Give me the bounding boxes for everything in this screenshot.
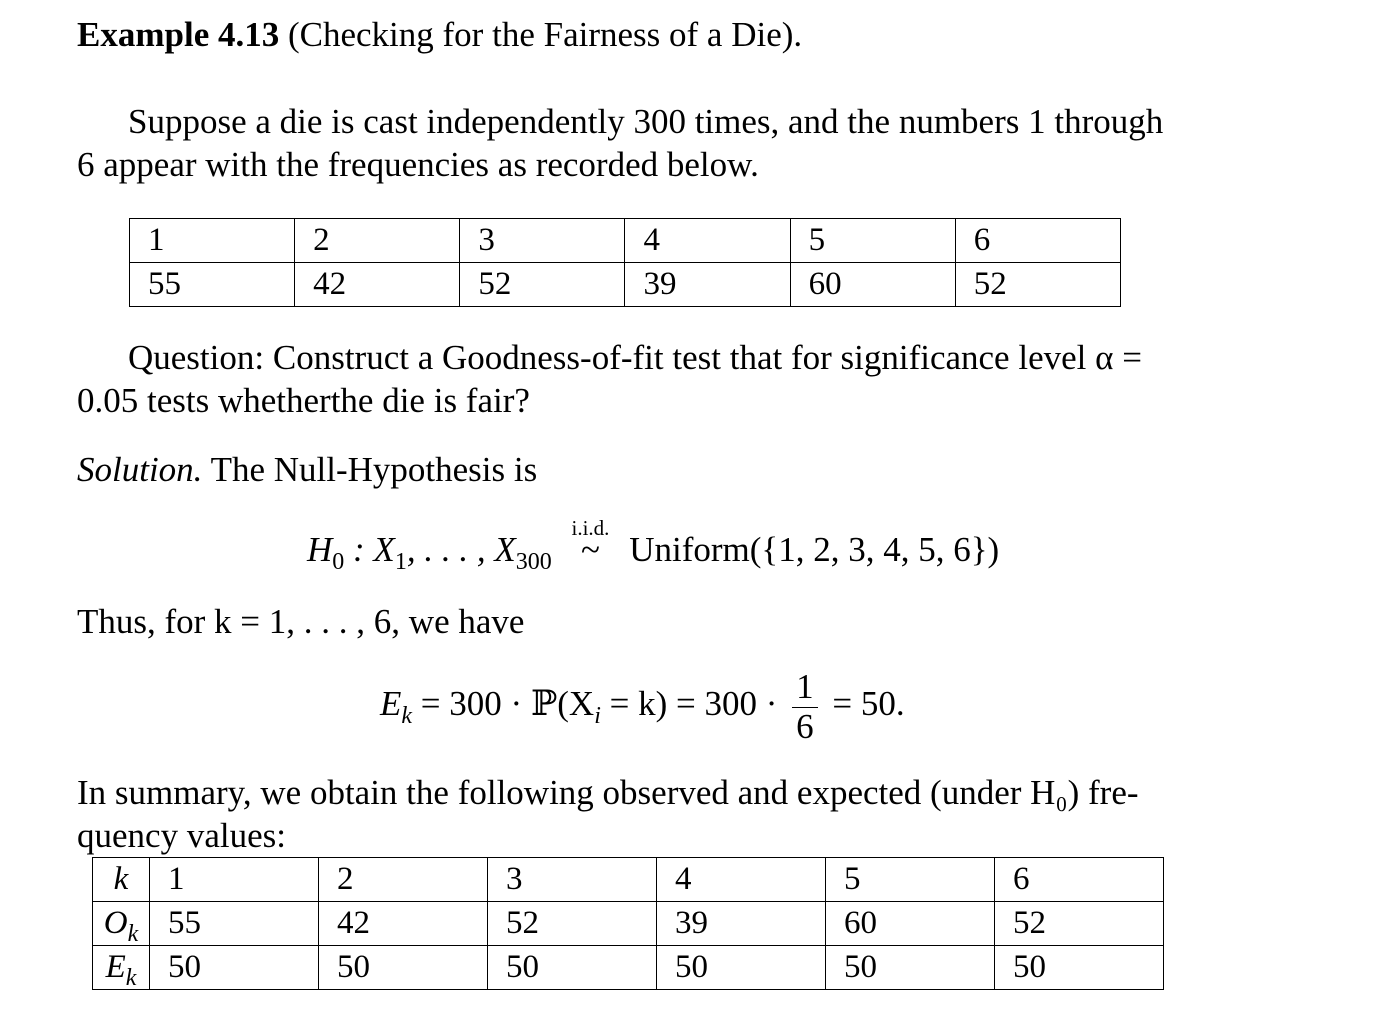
k-cell: 6 bbox=[995, 858, 1164, 902]
observed-cell: 55 bbox=[150, 902, 319, 946]
k-cell: 2 bbox=[319, 858, 488, 902]
count-cell: 42 bbox=[295, 263, 460, 307]
solution-label: Solution. bbox=[77, 450, 203, 489]
ek-prob-rest: = k) = 300 · bbox=[609, 684, 778, 724]
count-cell: 60 bbox=[790, 263, 955, 307]
ek-result: = 50. bbox=[832, 684, 905, 724]
ek-prob: = 300 · ℙ(X bbox=[420, 684, 595, 724]
frequency-faces-row bbox=[130, 219, 1121, 263]
example-heading bbox=[77, 17, 802, 52]
count-cell: 39 bbox=[625, 263, 790, 307]
observed-expected-table bbox=[92, 857, 1164, 990]
iid-label: i.i.d. bbox=[571, 516, 610, 540]
frequency-counts-row bbox=[130, 263, 1121, 307]
expected-cell: 50 bbox=[995, 946, 1164, 990]
ok-symbol: O bbox=[103, 905, 128, 941]
face-cell: 2 bbox=[295, 219, 460, 263]
summary-line-2: quency values: bbox=[77, 816, 286, 855]
example-number: Example 4.13 bbox=[77, 15, 280, 54]
intro-line-2: 6 appear with the frequencies as recorded below. bbox=[77, 145, 759, 184]
face-cell: 1 bbox=[130, 219, 295, 263]
observed-cell: 52 bbox=[488, 902, 657, 946]
iid-tilde bbox=[560, 516, 620, 569]
question-line-2: 0.05 tests whetherthe die is fair? bbox=[77, 381, 530, 420]
observed-cell: 60 bbox=[826, 902, 995, 946]
h0-x1: : X bbox=[353, 530, 395, 569]
fraction-denominator: 6 bbox=[796, 706, 814, 746]
k-cell: 3 bbox=[488, 858, 657, 902]
k-cell: 5 bbox=[826, 858, 995, 902]
thus-line: Thus, for k = 1, . . . , 6, we have bbox=[77, 602, 525, 641]
summary-line-1: In summary, we obtain the following observed and expected (under H₀) fre- bbox=[77, 773, 1139, 812]
count-cell: 52 bbox=[955, 263, 1120, 307]
h0-x1-sub: 1 bbox=[394, 549, 407, 575]
expected-cell: 50 bbox=[150, 946, 319, 990]
face-cell: 6 bbox=[955, 219, 1120, 263]
solution-line bbox=[77, 452, 537, 487]
face-cell: 4 bbox=[625, 219, 790, 263]
observed-cell: 42 bbox=[319, 902, 488, 946]
ek-row-sub: k bbox=[125, 965, 137, 991]
expected-cell: 50 bbox=[488, 946, 657, 990]
ek-sub: k bbox=[401, 703, 413, 730]
expected-cell: 50 bbox=[319, 946, 488, 990]
ek-row-symbol: E bbox=[105, 949, 126, 985]
fraction-numerator: 1 bbox=[792, 668, 818, 708]
h0-dots: , . . . , X bbox=[406, 530, 516, 569]
count-cell: 55 bbox=[130, 263, 295, 307]
tilde-symbol: ~ bbox=[581, 530, 600, 569]
observed-cell: 39 bbox=[657, 902, 826, 946]
k-cell: 1 bbox=[150, 858, 319, 902]
ek-symbol: E bbox=[380, 684, 402, 724]
h0-x300-sub: 300 bbox=[515, 549, 552, 575]
row-label-k: k bbox=[93, 858, 150, 902]
h0-sub: 0 bbox=[332, 549, 345, 575]
ok-sub: k bbox=[127, 921, 139, 947]
h0-uniform: Uniform({1, 2, 3, 4, 5, 6}) bbox=[629, 530, 1000, 569]
expected-equation bbox=[380, 668, 905, 746]
observed-cell: 52 bbox=[995, 902, 1164, 946]
frequency-table bbox=[129, 218, 1121, 307]
k-row bbox=[93, 858, 1164, 902]
expected-cell: 50 bbox=[826, 946, 995, 990]
expected-cell: 50 bbox=[657, 946, 826, 990]
row-label-ok bbox=[93, 902, 150, 946]
example-title: (Checking for the Fairness of a Die). bbox=[287, 15, 803, 54]
row-label-ek bbox=[93, 946, 150, 990]
observed-row bbox=[93, 902, 1164, 946]
solution-text: The Null-Hypothesis is bbox=[210, 450, 538, 489]
face-cell: 3 bbox=[460, 219, 625, 263]
xi-sub: i bbox=[594, 703, 601, 730]
one-sixth-fraction bbox=[792, 668, 818, 746]
face-cell: 5 bbox=[790, 219, 955, 263]
h0-symbol: H bbox=[307, 530, 333, 569]
k-cell: 4 bbox=[657, 858, 826, 902]
expected-row bbox=[93, 946, 1164, 990]
count-cell: 52 bbox=[460, 263, 625, 307]
intro-line-1: Suppose a die is cast independently 300 times, and the numbers 1 through bbox=[128, 102, 1164, 141]
null-hypothesis-equation bbox=[307, 516, 1000, 575]
question-line-1: Question: Construct a Goodness-of-fit test that for significance level α = bbox=[128, 338, 1142, 377]
